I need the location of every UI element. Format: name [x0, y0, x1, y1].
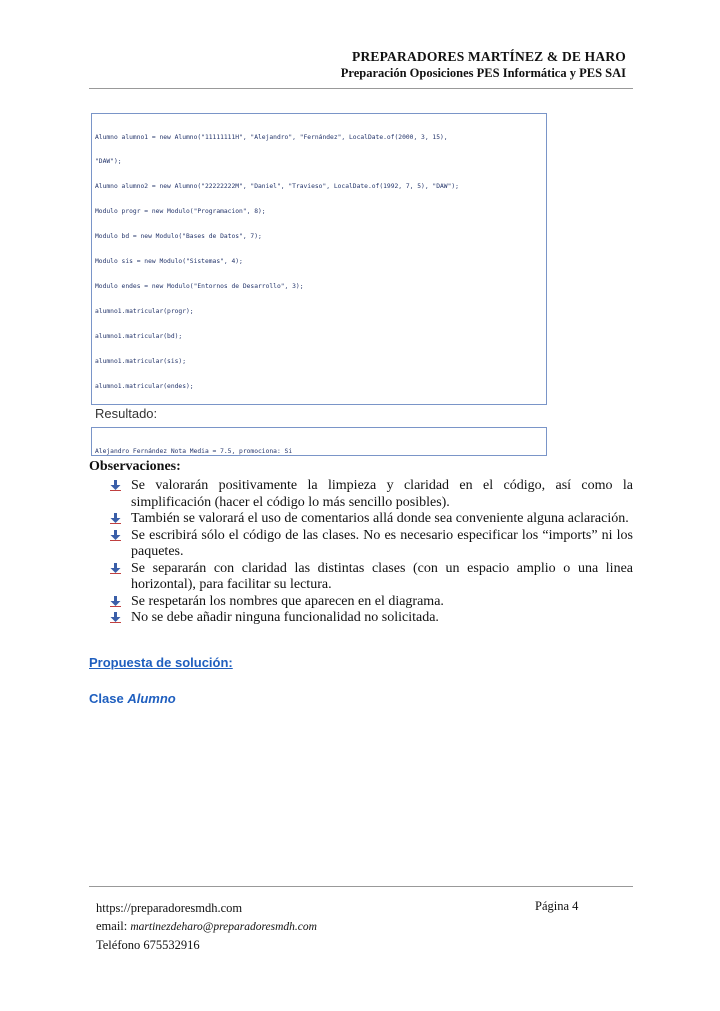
- result-line: Alejandro Fernández Nota Media = 7.5, promociona: Si: [95, 447, 293, 455]
- footer-website: https://preparadoresmdh.com: [96, 901, 243, 915]
- list-item: [110, 561, 633, 594]
- footer-phone: Teléfono 675532916: [96, 938, 200, 952]
- observations-list: [110, 478, 633, 627]
- code-screenshot: [91, 113, 547, 405]
- header-divider: [89, 88, 633, 89]
- arrow-down-bullet-icon: [110, 530, 121, 541]
- class-heading: [89, 691, 176, 706]
- arrow-down-bullet-icon: [110, 612, 121, 623]
- arrow-down-bullet-icon: [110, 563, 121, 574]
- observations-title: Observaciones:: [89, 459, 181, 474]
- list-item: [110, 511, 633, 528]
- observation-text: Se valorarán positivamente la limpieza y claridad en el código, así como la simplificación (hacer el código lo más sencillo posibles).: [131, 478, 633, 510]
- code-line: "DAW");: [95, 158, 122, 166]
- observation-text: Se respetarán los nombres que aparecen en el diagrama.: [131, 593, 444, 609]
- code-line: Modulo progr = new Modulo("Programacion", 8);: [95, 208, 266, 216]
- result-label: Resultado:: [95, 406, 158, 421]
- observation-text: Se escribirá sólo el código de las clases. No es necesario especificar los “imports” ni los paquetes.: [131, 527, 633, 559]
- code-line: alumno1.matricular(sis);: [95, 357, 186, 365]
- observation-text: También se valorará el uso de comentarios allá donde sea conveniente alguna aclaración.: [131, 511, 629, 526]
- class-heading-name: Alumno: [127, 691, 176, 706]
- code-line: alumno1.matricular(progr);: [95, 307, 194, 315]
- observation-text: No se debe añadir ninguna funcionalidad no solicitada.: [131, 610, 439, 625]
- list-item: [110, 610, 633, 627]
- code-line: Alumno alumno2 = new Alumno("22222222M", "Daniel", "Travieso", LocalDate.of(1992, 7, 5), "DAW");: [95, 183, 459, 191]
- code-line: alumno1.matricular(bd);: [95, 332, 183, 340]
- arrow-down-bullet-icon: [110, 596, 121, 607]
- page-footer: [96, 899, 317, 954]
- list-item: [110, 594, 633, 611]
- list-item: [110, 528, 633, 561]
- header-title: PREPARADORES MARTÍNEZ & DE HARO: [352, 49, 626, 64]
- arrow-down-bullet-icon: [110, 480, 121, 491]
- code-line: alumno1.matricular(endes);: [95, 382, 194, 390]
- list-item: [110, 478, 633, 511]
- code-line: Modulo bd = new Modulo("Bases de Datos", 7);: [95, 233, 262, 241]
- result-output: [91, 427, 547, 456]
- footer-email-label: email:: [96, 919, 128, 933]
- class-heading-prefix: Clase: [89, 691, 124, 706]
- observation-text: Se separarán con claridad las distintas clases (con un espacio amplio o una linea horizontal), para facilitar su lectura.: [131, 560, 633, 592]
- code-line: Alumno alumno1 = new Alumno("11111111H", "Alejandro", "Fernández", LocalDate.of(2000, 3, 15),: [95, 133, 448, 141]
- code-line: Modulo sis = new Modulo("Sistemas", 4);: [95, 258, 243, 266]
- header-subtitle: Preparación Oposiciones PES Informática y PES SAI: [340, 66, 626, 80]
- arrow-down-bullet-icon: [110, 513, 121, 524]
- footer-divider: [89, 886, 633, 887]
- page-header: [341, 48, 626, 81]
- footer-email-line: [96, 917, 317, 936]
- code-line: Modulo endes = new Modulo("Entornos de Desarrollo", 3);: [95, 282, 304, 290]
- footer-email: martinezdeharo@preparadoresmdh.com: [130, 921, 317, 933]
- page-number: Página 4: [535, 899, 579, 913]
- solution-heading: Propuesta de solución:: [89, 655, 233, 670]
